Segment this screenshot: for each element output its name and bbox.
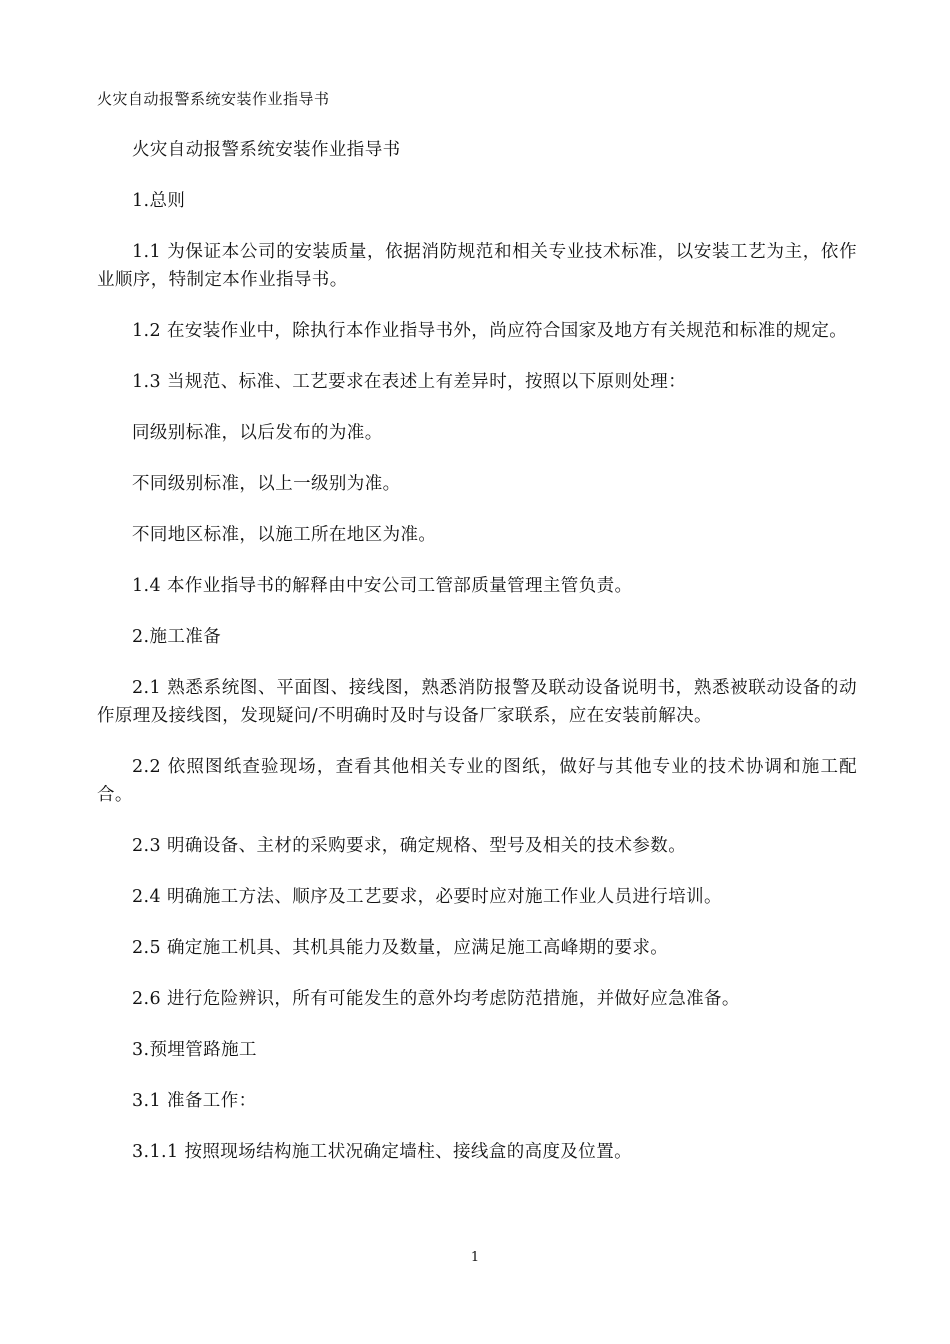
paragraph-3-1-1: 3.1.1 按照现场结构施工状况确定墙柱、接线盒的高度及位置。 [132, 1142, 632, 1162]
section-heading-2: 2.施工准备 [132, 627, 222, 647]
paragraph-2-1: 2.1 熟悉系统图、平面图、接线图，熟悉消防报警及联动设备说明书，熟悉被联动设备的动作原理及接线图，发现疑问/不明确时及时与设备厂家联系，应在安装前解决。 [97, 678, 857, 726]
paragraph-2-4: 2.4 明确施工方法、顺序及工艺要求，必要时应对施工作业人员进行培训。 [132, 887, 722, 907]
document-body [97, 136, 857, 1189]
paragraph-1-1: 1.1 为保证本公司的安装质量，依据消防规范和相关专业技术标准，以安装工艺为主，依作业顺序，特制定本作业指导书。 [97, 242, 857, 290]
document-title: 火灾自动报警系统安装作业指导书 [132, 140, 401, 160]
paragraph-2-6: 2.6 进行危险辨识，所有可能发生的意外均考虑防范措施，并做好应急准备。 [132, 989, 740, 1009]
paragraph-2-2: 2.2 依照图纸查验现场，查看其他相关专业的图纸，做好与其他专业的技术协调和施工配合。 [97, 757, 857, 805]
page-number: 1 [470, 1250, 480, 1265]
running-header-title: 火灾自动报警系统安装作业指导书 [97, 90, 330, 108]
paragraph-1-3: 1.3 当规范、标准、工艺要求在表述上有差异时，按照以下原则处理： [132, 372, 687, 392]
paragraph-1-2: 1.2 在安装作业中，除执行本作业指导书外，尚应符合国家及地方有关规范和标准的规定。 [132, 321, 848, 341]
principle-same-level: 同级别标准，以后发布的为准。 [132, 423, 383, 443]
section-heading-3: 3.预埋管路施工 [132, 1040, 257, 1060]
paragraph-3-1: 3.1 准备工作： [132, 1091, 257, 1111]
paragraph-1-4: 1.4 本作业指导书的解释由中安公司工管部质量管理主管负责。 [132, 576, 633, 596]
section-heading-1: 1.总则 [132, 191, 186, 211]
paragraph-2-5: 2.5 确定施工机具、其机具能力及数量，应满足施工高峰期的要求。 [132, 938, 669, 958]
principle-different-level: 不同级别标准，以上一级别为准。 [132, 474, 401, 494]
paragraph-2-3: 2.3 明确设备、主材的采购要求，确定规格、型号及相关的技术参数。 [132, 836, 687, 856]
principle-different-region: 不同地区标准，以施工所在地区为准。 [132, 525, 437, 545]
